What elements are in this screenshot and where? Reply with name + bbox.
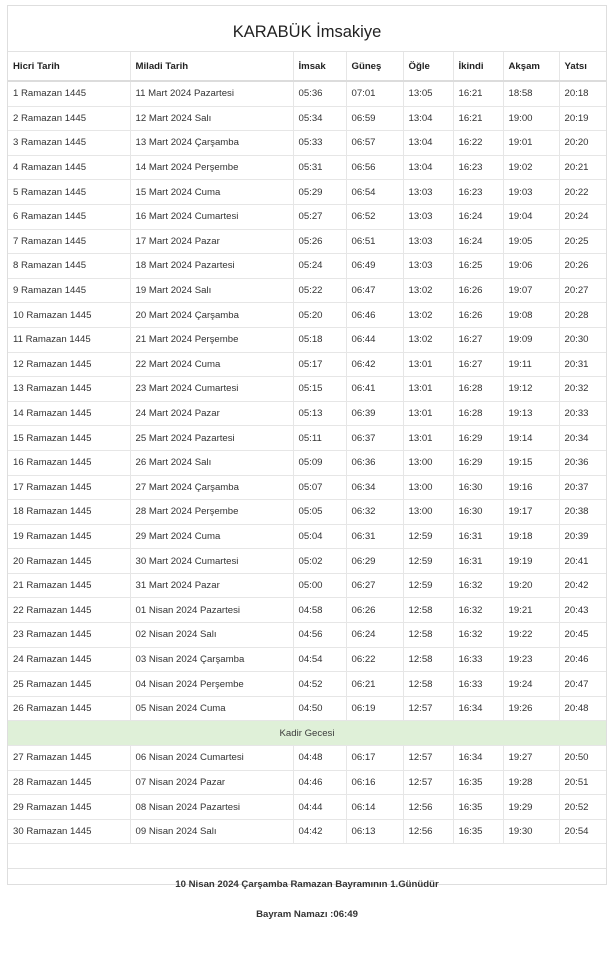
cell-gunes: 06:32	[346, 500, 403, 525]
cell-hicri-tarih: 13 Ramazan 1445	[8, 377, 130, 402]
cell-miladi-tarih: 24 Mart 2024 Pazar	[130, 401, 293, 426]
cell-yatsi: 20:22	[559, 180, 606, 205]
cell-ikindi: 16:23	[453, 180, 503, 205]
cell-yatsi: 20:31	[559, 352, 606, 377]
table-row	[8, 795, 606, 820]
cell-gunes: 06:21	[346, 672, 403, 697]
table-row	[8, 672, 606, 697]
cell-gunes: 06:24	[346, 623, 403, 648]
cell-ogle: 13:03	[403, 180, 453, 205]
cell-ikindi: 16:28	[453, 401, 503, 426]
cell-yatsi: 20:24	[559, 204, 606, 229]
cell-ikindi: 16:35	[453, 770, 503, 795]
table-row	[8, 475, 606, 500]
table-row	[8, 155, 606, 180]
cell-hicri-tarih: 2 Ramazan 1445	[8, 106, 130, 131]
cell-imsak: 04:58	[293, 598, 346, 623]
cell-miladi-tarih: 11 Mart 2024 Pazartesi	[130, 81, 293, 106]
header-yatsi: Yatsı	[559, 52, 606, 81]
cell-gunes: 07:01	[346, 81, 403, 106]
cell-ikindi: 16:30	[453, 500, 503, 525]
cell-imsak: 05:31	[293, 155, 346, 180]
spacer-row	[8, 844, 606, 869]
cell-imsak: 04:48	[293, 746, 346, 771]
cell-yatsi: 20:36	[559, 450, 606, 475]
cell-miladi-tarih: 30 Mart 2024 Cumartesi	[130, 549, 293, 574]
table-row	[8, 180, 606, 205]
cell-yatsi: 20:18	[559, 81, 606, 106]
cell-imsak: 05:24	[293, 254, 346, 279]
cell-miladi-tarih: 08 Nisan 2024 Pazartesi	[130, 795, 293, 820]
cell-miladi-tarih: 19 Mart 2024 Salı	[130, 278, 293, 303]
cell-gunes: 06:16	[346, 770, 403, 795]
cell-ikindi: 16:35	[453, 795, 503, 820]
cell-imsak: 05:00	[293, 573, 346, 598]
cell-yatsi: 20:34	[559, 426, 606, 451]
table-row	[8, 303, 606, 328]
cell-aksam: 19:05	[503, 229, 559, 254]
cell-miladi-tarih: 15 Mart 2024 Cuma	[130, 180, 293, 205]
cell-ogle: 12:56	[403, 795, 453, 820]
cell-imsak: 05:18	[293, 327, 346, 352]
cell-aksam: 19:27	[503, 746, 559, 771]
cell-yatsi: 20:37	[559, 475, 606, 500]
cell-aksam: 19:21	[503, 598, 559, 623]
header-miladi-tarih: Miladi Tarih	[130, 52, 293, 81]
cell-ogle: 13:01	[403, 352, 453, 377]
cell-miladi-tarih: 28 Mart 2024 Perşembe	[130, 500, 293, 525]
cell-miladi-tarih: 02 Nisan 2024 Salı	[130, 623, 293, 648]
cell-aksam: 18:58	[503, 81, 559, 106]
header-ogle: Öğle	[403, 52, 453, 81]
cell-yatsi: 20:21	[559, 155, 606, 180]
cell-hicri-tarih: 11 Ramazan 1445	[8, 327, 130, 352]
table-row	[8, 327, 606, 352]
cell-gunes: 06:59	[346, 106, 403, 131]
header-imsak: İmsak	[293, 52, 346, 81]
table-row	[8, 450, 606, 475]
cell-ogle: 13:03	[403, 204, 453, 229]
cell-gunes: 06:19	[346, 696, 403, 721]
cell-hicri-tarih: 23 Ramazan 1445	[8, 623, 130, 648]
table-row	[8, 598, 606, 623]
cell-imsak: 05:36	[293, 81, 346, 106]
cell-aksam: 19:15	[503, 450, 559, 475]
cell-gunes: 06:29	[346, 549, 403, 574]
cell-aksam: 19:26	[503, 696, 559, 721]
cell-yatsi: 20:27	[559, 278, 606, 303]
cell-ikindi: 16:23	[453, 155, 503, 180]
cell-ikindi: 16:24	[453, 229, 503, 254]
cell-yatsi: 20:42	[559, 573, 606, 598]
cell-imsak: 05:17	[293, 352, 346, 377]
cell-hicri-tarih: 20 Ramazan 1445	[8, 549, 130, 574]
cell-hicri-tarih: 27 Ramazan 1445	[8, 746, 130, 771]
cell-gunes: 06:17	[346, 746, 403, 771]
cell-miladi-tarih: 26 Mart 2024 Salı	[130, 450, 293, 475]
cell-ogle: 13:04	[403, 106, 453, 131]
cell-yatsi: 20:32	[559, 377, 606, 402]
cell-ogle: 13:04	[403, 155, 453, 180]
cell-hicri-tarih: 7 Ramazan 1445	[8, 229, 130, 254]
table-body	[8, 81, 606, 844]
cell-imsak: 05:11	[293, 426, 346, 451]
cell-ogle: 13:01	[403, 377, 453, 402]
bayram-info	[8, 869, 606, 961]
cell-hicri-tarih: 26 Ramazan 1445	[8, 696, 130, 721]
cell-hicri-tarih: 18 Ramazan 1445	[8, 500, 130, 525]
table-row	[8, 377, 606, 402]
cell-gunes: 06:37	[346, 426, 403, 451]
cell-gunes: 06:26	[346, 598, 403, 623]
cell-yatsi: 20:47	[559, 672, 606, 697]
cell-aksam: 19:24	[503, 672, 559, 697]
cell-yatsi: 20:28	[559, 303, 606, 328]
header-hicri-tarih: Hicri Tarih	[8, 52, 130, 81]
cell-hicri-tarih: 10 Ramazan 1445	[8, 303, 130, 328]
table-row	[8, 352, 606, 377]
cell-imsak: 05:04	[293, 524, 346, 549]
cell-ogle: 12:59	[403, 573, 453, 598]
cell-ikindi: 16:34	[453, 746, 503, 771]
cell-hicri-tarih: 25 Ramazan 1445	[8, 672, 130, 697]
table-row	[8, 81, 606, 106]
table-row	[8, 746, 606, 771]
table-row	[8, 204, 606, 229]
cell-imsak: 04:46	[293, 770, 346, 795]
cell-yatsi: 20:38	[559, 500, 606, 525]
cell-ogle: 13:03	[403, 254, 453, 279]
cell-aksam: 19:18	[503, 524, 559, 549]
cell-miladi-tarih: 22 Mart 2024 Cuma	[130, 352, 293, 377]
cell-ogle: 13:04	[403, 131, 453, 156]
cell-ikindi: 16:31	[453, 524, 503, 549]
cell-hicri-tarih: 15 Ramazan 1445	[8, 426, 130, 451]
cell-ikindi: 16:26	[453, 303, 503, 328]
cell-gunes: 06:36	[346, 450, 403, 475]
cell-ogle: 12:59	[403, 549, 453, 574]
cell-gunes: 06:44	[346, 327, 403, 352]
cell-ogle: 12:56	[403, 819, 453, 844]
imsakiye-card	[7, 5, 607, 921]
cell-hicri-tarih: 17 Ramazan 1445	[8, 475, 130, 500]
cell-miladi-tarih: 06 Nisan 2024 Cumartesi	[130, 746, 293, 771]
header-gunes: Güneş	[346, 52, 403, 81]
cell-aksam: 19:09	[503, 327, 559, 352]
cell-hicri-tarih: 6 Ramazan 1445	[8, 204, 130, 229]
cell-miladi-tarih: 27 Mart 2024 Çarşamba	[130, 475, 293, 500]
table-row	[8, 229, 606, 254]
cell-imsak: 05:09	[293, 450, 346, 475]
cell-hicri-tarih: 9 Ramazan 1445	[8, 278, 130, 303]
cell-miladi-tarih: 31 Mart 2024 Pazar	[130, 573, 293, 598]
cell-imsak: 05:34	[293, 106, 346, 131]
cell-aksam: 19:12	[503, 377, 559, 402]
table-row	[8, 426, 606, 451]
cell-miladi-tarih: 18 Mart 2024 Pazartesi	[130, 254, 293, 279]
cell-aksam: 19:30	[503, 819, 559, 844]
cell-yatsi: 20:45	[559, 623, 606, 648]
cell-miladi-tarih: 29 Mart 2024 Cuma	[130, 524, 293, 549]
kadir-gecesi-row	[8, 721, 606, 746]
cell-ikindi: 16:33	[453, 647, 503, 672]
cell-imsak: 05:15	[293, 377, 346, 402]
cell-yatsi: 20:52	[559, 795, 606, 820]
cell-miladi-tarih: 14 Mart 2024 Perşembe	[130, 155, 293, 180]
cell-imsak: 05:26	[293, 229, 346, 254]
cell-ikindi: 16:25	[453, 254, 503, 279]
bayram-namazi-text: Bayram Namazı :06:49	[256, 909, 358, 921]
cell-aksam: 19:03	[503, 180, 559, 205]
cell-ikindi: 16:30	[453, 475, 503, 500]
cell-yatsi: 20:46	[559, 647, 606, 672]
cell-ikindi: 16:27	[453, 352, 503, 377]
cell-hicri-tarih: 4 Ramazan 1445	[8, 155, 130, 180]
cell-aksam: 19:23	[503, 647, 559, 672]
table-row	[8, 106, 606, 131]
cell-ikindi: 16:32	[453, 623, 503, 648]
cell-yatsi: 20:54	[559, 819, 606, 844]
cell-gunes: 06:54	[346, 180, 403, 205]
cell-imsak: 05:29	[293, 180, 346, 205]
table-row	[8, 278, 606, 303]
cell-ikindi: 16:22	[453, 131, 503, 156]
cell-aksam: 19:17	[503, 500, 559, 525]
bayram-date-text: 10 Nisan 2024 Çarşamba Ramazan Bayramının 1.Günüdür	[175, 879, 439, 891]
cell-ikindi: 16:21	[453, 81, 503, 106]
cell-ikindi: 16:34	[453, 696, 503, 721]
cell-yatsi: 20:25	[559, 229, 606, 254]
cell-aksam: 19:07	[503, 278, 559, 303]
cell-imsak: 04:50	[293, 696, 346, 721]
table-row	[8, 770, 606, 795]
cell-yatsi: 20:33	[559, 401, 606, 426]
cell-ikindi: 16:29	[453, 426, 503, 451]
cell-hicri-tarih: 22 Ramazan 1445	[8, 598, 130, 623]
cell-ogle: 13:01	[403, 401, 453, 426]
cell-miladi-tarih: 17 Mart 2024 Pazar	[130, 229, 293, 254]
cell-gunes: 06:46	[346, 303, 403, 328]
cell-ogle: 12:58	[403, 672, 453, 697]
cell-imsak: 05:07	[293, 475, 346, 500]
cell-ogle: 13:02	[403, 303, 453, 328]
cell-imsak: 05:05	[293, 500, 346, 525]
cell-ogle: 12:58	[403, 647, 453, 672]
cell-miladi-tarih: 13 Mart 2024 Çarşamba	[130, 131, 293, 156]
cell-gunes: 06:22	[346, 647, 403, 672]
table-row	[8, 819, 606, 844]
table-row	[8, 500, 606, 525]
cell-hicri-tarih: 28 Ramazan 1445	[8, 770, 130, 795]
cell-imsak: 05:20	[293, 303, 346, 328]
cell-aksam: 19:04	[503, 204, 559, 229]
cell-ogle: 12:59	[403, 524, 453, 549]
cell-yatsi: 20:50	[559, 746, 606, 771]
cell-gunes: 06:57	[346, 131, 403, 156]
cell-aksam: 19:28	[503, 770, 559, 795]
cell-yatsi: 20:43	[559, 598, 606, 623]
cell-ogle: 12:58	[403, 598, 453, 623]
cell-imsak: 04:56	[293, 623, 346, 648]
table-row	[8, 131, 606, 156]
cell-ogle: 13:01	[403, 426, 453, 451]
cell-yatsi: 20:39	[559, 524, 606, 549]
cell-hicri-tarih: 5 Ramazan 1445	[8, 180, 130, 205]
cell-aksam: 19:14	[503, 426, 559, 451]
cell-hicri-tarih: 29 Ramazan 1445	[8, 795, 130, 820]
cell-imsak: 05:22	[293, 278, 346, 303]
cell-imsak: 04:52	[293, 672, 346, 697]
cell-imsak: 04:42	[293, 819, 346, 844]
cell-ikindi: 16:35	[453, 819, 503, 844]
cell-miladi-tarih: 25 Mart 2024 Pazartesi	[130, 426, 293, 451]
cell-ikindi: 16:28	[453, 377, 503, 402]
cell-gunes: 06:39	[346, 401, 403, 426]
cell-ogle: 13:00	[403, 500, 453, 525]
header-ikindi: İkindi	[453, 52, 503, 81]
cell-ikindi: 16:31	[453, 549, 503, 574]
cell-aksam: 19:08	[503, 303, 559, 328]
cell-miladi-tarih: 16 Mart 2024 Cumartesi	[130, 204, 293, 229]
cell-gunes: 06:13	[346, 819, 403, 844]
cell-ikindi: 16:29	[453, 450, 503, 475]
cell-imsak: 05:27	[293, 204, 346, 229]
cell-gunes: 06:47	[346, 278, 403, 303]
cell-aksam: 19:16	[503, 475, 559, 500]
table-row	[8, 549, 606, 574]
cell-aksam: 19:19	[503, 549, 559, 574]
cell-miladi-tarih: 21 Mart 2024 Perşembe	[130, 327, 293, 352]
cell-ikindi: 16:32	[453, 598, 503, 623]
cell-miladi-tarih: 04 Nisan 2024 Perşembe	[130, 672, 293, 697]
cell-ogle: 12:57	[403, 770, 453, 795]
cell-ikindi: 16:33	[453, 672, 503, 697]
cell-gunes: 06:51	[346, 229, 403, 254]
cell-miladi-tarih: 09 Nisan 2024 Salı	[130, 819, 293, 844]
cell-ogle: 13:02	[403, 327, 453, 352]
cell-miladi-tarih: 01 Nisan 2024 Pazartesi	[130, 598, 293, 623]
cell-hicri-tarih: 3 Ramazan 1445	[8, 131, 130, 156]
table-header-row	[8, 52, 606, 81]
cell-ogle: 12:57	[403, 696, 453, 721]
table-row	[8, 623, 606, 648]
cell-gunes: 06:52	[346, 204, 403, 229]
cell-aksam: 19:20	[503, 573, 559, 598]
cell-gunes: 06:56	[346, 155, 403, 180]
cell-ogle: 13:00	[403, 475, 453, 500]
cell-aksam: 19:06	[503, 254, 559, 279]
cell-hicri-tarih: 12 Ramazan 1445	[8, 352, 130, 377]
cell-gunes: 06:42	[346, 352, 403, 377]
cell-ogle: 13:02	[403, 278, 453, 303]
cell-imsak: 04:54	[293, 647, 346, 672]
cell-gunes: 06:49	[346, 254, 403, 279]
cell-hicri-tarih: 16 Ramazan 1445	[8, 450, 130, 475]
cell-ogle: 13:00	[403, 450, 453, 475]
cell-yatsi: 20:19	[559, 106, 606, 131]
header-aksam: Akşam	[503, 52, 559, 81]
cell-miladi-tarih: 23 Mart 2024 Cumartesi	[130, 377, 293, 402]
cell-ikindi: 16:32	[453, 573, 503, 598]
cell-ikindi: 16:26	[453, 278, 503, 303]
page-title: KARABÜK İmsakiye	[8, 6, 606, 52]
cell-aksam: 19:01	[503, 131, 559, 156]
cell-imsak: 04:44	[293, 795, 346, 820]
cell-hicri-tarih: 19 Ramazan 1445	[8, 524, 130, 549]
cell-ikindi: 16:27	[453, 327, 503, 352]
cell-hicri-tarih: 24 Ramazan 1445	[8, 647, 130, 672]
cell-hicri-tarih: 14 Ramazan 1445	[8, 401, 130, 426]
cell-hicri-tarih: 1 Ramazan 1445	[8, 81, 130, 106]
cell-miladi-tarih: 20 Mart 2024 Çarşamba	[130, 303, 293, 328]
cell-aksam: 19:29	[503, 795, 559, 820]
table-row	[8, 401, 606, 426]
cell-yatsi: 20:48	[559, 696, 606, 721]
cell-yatsi: 20:41	[559, 549, 606, 574]
cell-aksam: 19:00	[503, 106, 559, 131]
cell-miladi-tarih: 05 Nisan 2024 Cuma	[130, 696, 293, 721]
cell-aksam: 19:11	[503, 352, 559, 377]
cell-aksam: 19:13	[503, 401, 559, 426]
cell-yatsi: 20:20	[559, 131, 606, 156]
cell-hicri-tarih: 8 Ramazan 1445	[8, 254, 130, 279]
cell-ogle: 12:58	[403, 623, 453, 648]
cell-gunes: 06:31	[346, 524, 403, 549]
cell-imsak: 05:02	[293, 549, 346, 574]
cell-miladi-tarih: 03 Nisan 2024 Çarşamba	[130, 647, 293, 672]
table-row	[8, 524, 606, 549]
table-row	[8, 647, 606, 672]
cell-gunes: 06:27	[346, 573, 403, 598]
cell-yatsi: 20:51	[559, 770, 606, 795]
cell-gunes: 06:41	[346, 377, 403, 402]
cell-ikindi: 16:24	[453, 204, 503, 229]
cell-ogle: 13:05	[403, 81, 453, 106]
kadir-gecesi-label: Kadir Gecesi	[8, 721, 606, 746]
cell-aksam: 19:22	[503, 623, 559, 648]
cell-ogle: 12:57	[403, 746, 453, 771]
cell-hicri-tarih: 21 Ramazan 1445	[8, 573, 130, 598]
cell-imsak: 05:13	[293, 401, 346, 426]
cell-miladi-tarih: 07 Nisan 2024 Pazar	[130, 770, 293, 795]
cell-miladi-tarih: 12 Mart 2024 Salı	[130, 106, 293, 131]
cell-gunes: 06:14	[346, 795, 403, 820]
cell-yatsi: 20:30	[559, 327, 606, 352]
table-row	[8, 696, 606, 721]
table-row	[8, 254, 606, 279]
cell-ikindi: 16:21	[453, 106, 503, 131]
cell-yatsi: 20:26	[559, 254, 606, 279]
cell-hicri-tarih: 30 Ramazan 1445	[8, 819, 130, 844]
cell-ogle: 13:03	[403, 229, 453, 254]
cell-gunes: 06:34	[346, 475, 403, 500]
prayer-times-table	[8, 52, 606, 844]
table-row	[8, 573, 606, 598]
cell-imsak: 05:33	[293, 131, 346, 156]
cell-aksam: 19:02	[503, 155, 559, 180]
